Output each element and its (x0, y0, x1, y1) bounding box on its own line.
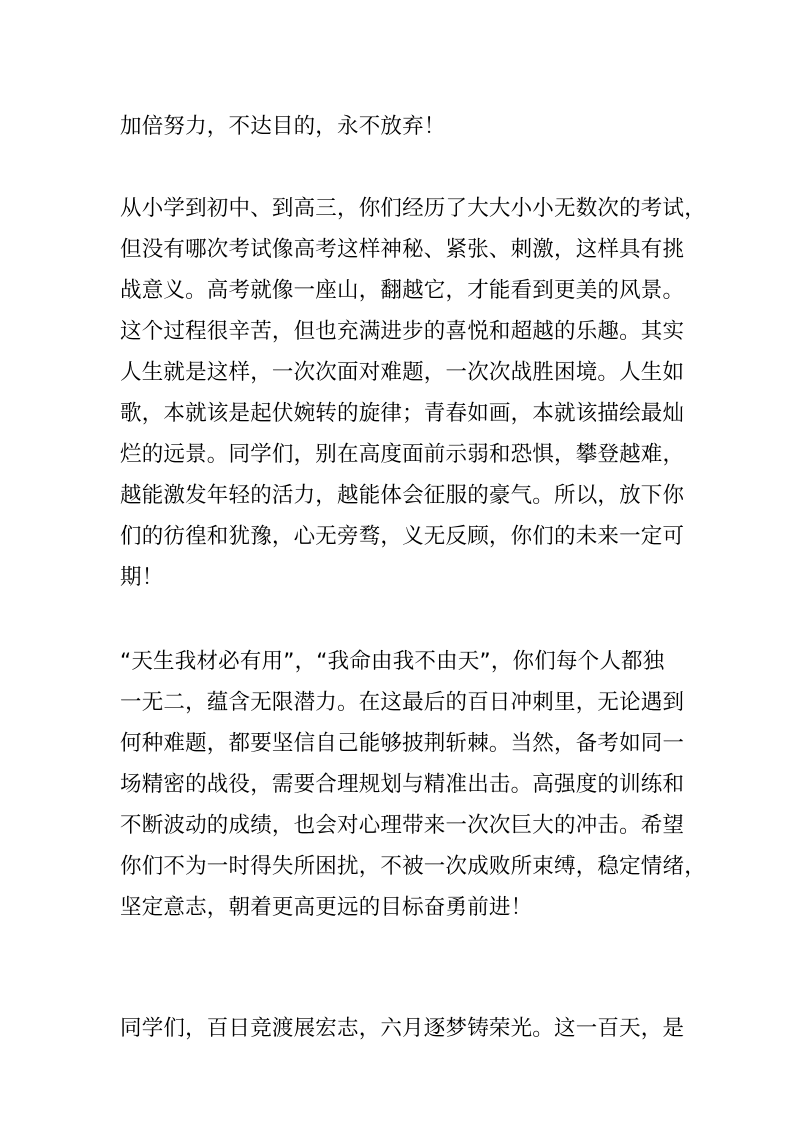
paragraph-1-line-8: 越能激发年轻的活力，越能体会征服的豪气。所以，放下你 (120, 483, 685, 508)
paragraph-1-line-5: 人生就是这样，一次次面对难题，一次次战胜困境。人生如 (120, 360, 685, 385)
paragraph-1-line-7: 烂的远景。同学们，别在高度面前示弱和恐惧，攀登越难， (120, 442, 685, 467)
paragraph-2-line-2: 一无二，蕴含无限潜力。在这最后的百日冲刺里，无论遇到 (120, 690, 685, 715)
paragraph-2-line-7: 坚定意志，朝着更高更远的目标奋勇前进！ (120, 895, 533, 920)
paragraph-1-line-4: 这个过程很辛苦，但也充满进步的喜悦和超越的乐趣。其实 (120, 319, 685, 344)
paragraph-3-line-1: 同学们，百日竞渡展宏志，六月逐梦铸荣光。这一百天，是 (120, 1016, 685, 1041)
paragraph-2-line-1: “天生我材必有用”，“我命由我不由天”，你们每个人都独 (120, 649, 665, 674)
paragraph-2-line-6: 你们不为一时得失所困扰，不被一次成败所束缚，稳定情绪， (120, 854, 706, 879)
paragraph-2-line-4: 场精密的战役，需要合理规划与精准出击。高强度的训练和 (120, 772, 685, 797)
paragraph-2-line-3: 何种难题，都要坚信自己能够披荆斩棘。当然，备考如同一 (120, 731, 685, 756)
paragraph-1-line-9: 们的彷徨和犹豫，心无旁骛，义无反顾，你们的未来一定可 (120, 524, 685, 549)
paragraph-1-line-2: 但没有哪次考试像高考这样神秘、紧张、刺激，这样具有挑 (120, 237, 685, 262)
paragraph-1-line-1: 从小学到初中、到高三，你们经历了大大小小无数次的考试， (120, 196, 706, 221)
paragraph-1-line-3: 战意义。高考就像一座山，翻越它，才能看到更美的风景。 (120, 278, 685, 303)
paragraph-1-line-10: 期！ (120, 565, 164, 590)
paragraph-2-line-5: 不断波动的成绩，也会对心理带来一次次巨大的冲击。希望 (120, 813, 685, 838)
paragraph-0-line-1: 加倍努力，不达目的，永不放弃！ (120, 114, 446, 139)
paragraph-1-line-6: 歌，本就该是起伏婉转的旋律；青春如画，本就该描绘最灿 (120, 401, 685, 426)
